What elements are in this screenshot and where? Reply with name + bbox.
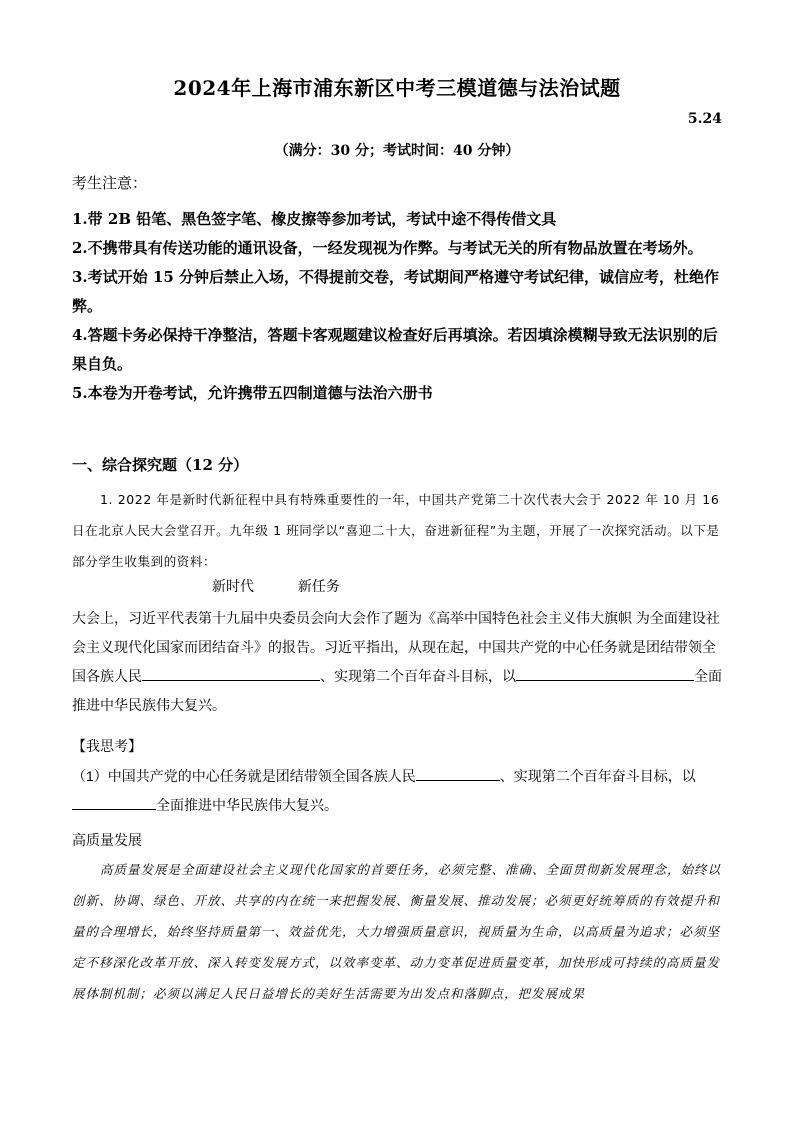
hq-heading: 高质量发展: [72, 832, 142, 848]
hq-paragraph: 高质量发展是全面建设社会主义现代化国家的首要任务，必须完整、准确、全面贯彻新发展理念，始终以创新、协调、绿色、开放、共享的内在统一来把握发展、衡量发展、推动发展；必须更好统筹质的有效提升和量的合理增长，始终坚持质量第一、效益优先，大力增强质量意识，视质量为生命，以高质量为追求；必须坚定不移深化改革开放、深入转变发展方式，以效率变革、动力变革促进质量变革，加快形成可持续的高质量发展体制机制；必须以满足人民日益增长的美好生活需要为出发点和落脚点，把发展成果: [72, 862, 722, 1001]
question-1-1: [72, 762, 722, 820]
q1-1-text-3: 全面推进中华民族伟大复兴。: [156, 797, 338, 813]
exam-date: 5.24: [687, 111, 722, 127]
conference-text-2: 、实现第二个百年奋斗目标，以: [320, 668, 516, 684]
subheading-new-task: 新任务: [297, 578, 340, 594]
notes-item-5: 5.本卷为开卷考试，允许携带五四制道德与法治六册书: [72, 384, 433, 402]
answer-blank[interactable]: [72, 793, 156, 810]
q1-1-text-2: 、实现第二个百年奋斗目标，以: [499, 768, 696, 784]
score-info: （满分：30 分；考试时间：40 分钟）: [274, 143, 520, 159]
think-label: 【我思考】: [72, 738, 142, 754]
notes-item-3: 3.考试开始 15 分钟后禁止入场，不得提前交卷，考试期间严格遵守考试纪律，诚信应考，杜绝作弊。: [72, 268, 719, 315]
page-title: 2024年上海市浦东新区中考三模道德与法治试题: [173, 76, 621, 100]
exam-notes: [72, 172, 722, 408]
notes-item-1: 1.带 2B 铅笔、黑色签字笔、橡皮擦等参加考试，考试中途不得传借文具: [72, 210, 557, 228]
conference-text-1: 大会上，习近平代表第十九届中央委员会向大会作了题为《高举中国特色社会主义伟大旗帜 为全面建设社会主义现代化国家而团结奋斗》的报告。习近平指出，从现在起，中国共产党的中心任务就是团结带领全国各族人民: [72, 610, 720, 684]
notes-item-2: 2.不携带具有传送功能的通讯设备，一经发现视为作弊。与考试无关的所有物品放置在考场外。: [72, 239, 703, 257]
material-subheading: [212, 576, 380, 596]
conference-paragraph: [72, 604, 722, 720]
subheading-new-era: 新时代: [212, 578, 254, 594]
section-heading: 一、综合探究题（12 分）: [72, 456, 249, 474]
q1-1-text-1: （1）中国共产党的中心任务就是团结带领全国各族人民: [72, 768, 416, 784]
conference-text-3: 全面推进中华民族伟大复兴。: [72, 668, 722, 713]
answer-blank[interactable]: [142, 664, 320, 681]
notes-item-4: 4.答题卡务必保持干净整洁，答题卡客观题建议检查好后再填涂。若因填涂模糊导致无法识别的后果自负。: [72, 326, 718, 373]
notes-heading: 考生注意：: [72, 174, 148, 192]
question-1-intro: 1. 2022 年是新时代新征程中具有特殊重要性的一年，中国共产党第二十次代表大会于 2022 年 10 月 16 日在北京人民大会堂召开。九年级 1 班同学以“喜迎二十大，奋进新征程”为主题，开展了一次探究活动。以下是部分学生收集到的资料：: [72, 492, 720, 569]
answer-blank[interactable]: [416, 764, 500, 781]
answer-blank[interactable]: [516, 664, 694, 681]
